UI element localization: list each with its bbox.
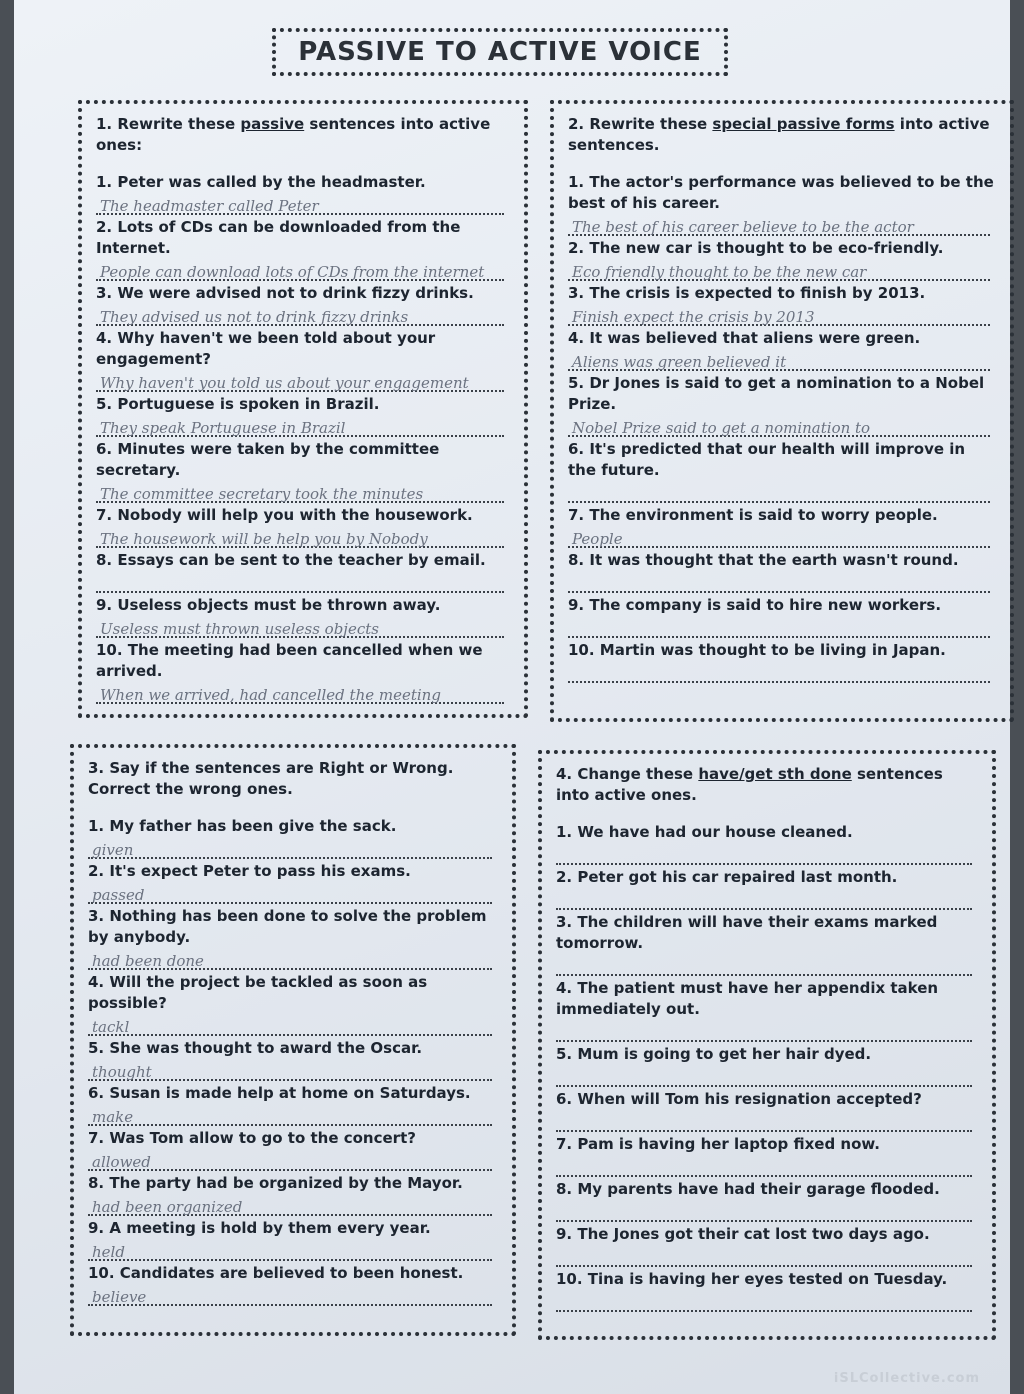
handwritten-answer: Why haven't you told us about your engagement: [100, 374, 469, 392]
answer-line[interactable]: [568, 349, 990, 371]
question-text: 9. A meeting is hold by them every year.: [88, 1219, 431, 1237]
answer-line[interactable]: [88, 1284, 492, 1306]
answer-line[interactable]: [556, 888, 972, 910]
answer-line[interactable]: [568, 259, 990, 281]
answer-line[interactable]: [568, 415, 990, 437]
answer-line[interactable]: [96, 571, 504, 593]
question-text: 5. Dr Jones is said to get a nomination to a Nobel Prize.: [568, 374, 985, 413]
question-text: 8. The party had be organized by the Mayor.: [88, 1174, 463, 1192]
question-item: [556, 1269, 978, 1312]
answer-line[interactable]: [556, 1155, 972, 1177]
answer-line[interactable]: [568, 481, 990, 503]
question-text: 1. We have had our house cleaned.: [556, 823, 853, 841]
question-text: 10. Martin was thought to be living in Japan.: [568, 641, 946, 659]
answer-line[interactable]: [556, 1020, 972, 1042]
question-text: 1. Peter was called by the headmaster.: [96, 173, 426, 191]
answer-line[interactable]: [96, 259, 504, 281]
handwritten-answer: The best of his career believe to be the actor: [572, 218, 914, 236]
handwritten-answer: The housework will be help you by Nobody: [100, 530, 428, 548]
instr-text: sentences into active ones:: [96, 115, 491, 154]
question-text: 2. The new car is thought to be eco-friendly.: [568, 239, 944, 257]
page-title: PASSIVE TO ACTIVE VOICE: [298, 37, 702, 67]
handwritten-answer: allowed: [92, 1153, 151, 1171]
handwritten-answer: tackl: [92, 1018, 130, 1036]
question-text: 3. The crisis is expected to finish by 2013.: [568, 284, 926, 302]
instr-underlined: passive: [240, 115, 305, 133]
question-item: [88, 861, 498, 904]
answer-line[interactable]: [96, 193, 504, 215]
question-text: 7. Pam is having her laptop fixed now.: [556, 1135, 880, 1153]
handwritten-answer: The committee secretary took the minutes: [100, 485, 424, 503]
answer-line[interactable]: [96, 682, 504, 704]
instr-text: sentences into active ones.: [556, 765, 943, 804]
question-text: 9. The Jones got their cat lost two days ago.: [556, 1225, 930, 1243]
question-text: 9. The company is said to hire new workers.: [568, 596, 942, 614]
question-item: [88, 906, 498, 970]
question-item: [88, 1173, 498, 1216]
worksheet-page: [14, 0, 1010, 1394]
section-1-items: [96, 172, 510, 704]
question-item: [568, 505, 996, 548]
handwritten-answer: People: [572, 530, 623, 548]
question-item: [568, 238, 996, 281]
question-item: [556, 1044, 978, 1087]
handwritten-answer: When we arrived, had cancelled the meeting: [100, 686, 441, 704]
question-text: 2. Lots of CDs can be downloaded from the Internet.: [96, 218, 461, 257]
question-item: [568, 283, 996, 326]
answer-line[interactable]: [556, 954, 972, 976]
question-item: [96, 640, 510, 704]
section-4-instructions: [556, 764, 978, 806]
section-2-items: [568, 172, 996, 683]
question-text: 5. Portuguese is spoken in Brazil.: [96, 395, 380, 413]
question-item: [96, 595, 510, 638]
answer-line[interactable]: [568, 526, 990, 548]
question-text: 8. My parents have had their garage flooded.: [556, 1180, 940, 1198]
instr-text: into active sentences.: [568, 115, 990, 154]
answer-line[interactable]: [556, 1110, 972, 1132]
question-item: [568, 373, 996, 437]
question-text: 6. Minutes were taken by the committee secretary.: [96, 440, 440, 479]
answer-line[interactable]: [88, 837, 492, 859]
question-item: [96, 217, 510, 281]
handwritten-answer: Nobel Prize said to get a nomination to: [572, 419, 871, 437]
question-text: 10. Tina is having her eyes tested on Tuesday.: [556, 1270, 948, 1288]
question-item: [568, 439, 996, 503]
answer-line[interactable]: [96, 304, 504, 326]
handwritten-answer: given: [92, 841, 134, 859]
answer-line[interactable]: [88, 948, 492, 970]
answer-line[interactable]: [556, 1200, 972, 1222]
answer-line[interactable]: [88, 882, 492, 904]
instr-underlined: have/get sth done: [698, 765, 852, 783]
question-item: [96, 328, 510, 392]
question-text: 2. Peter got his car repaired last month.: [556, 868, 898, 886]
answer-line[interactable]: [556, 1290, 972, 1312]
answer-line[interactable]: [96, 481, 504, 503]
question-text: 4. The patient must have her appendix taken immediately out.: [556, 979, 939, 1018]
instr-text: 2. Rewrite these: [568, 115, 713, 133]
watermark: iSLCollective.com: [833, 1371, 980, 1386]
question-text: 7. Nobody will help you with the housework.: [96, 506, 473, 524]
question-item: [568, 595, 996, 638]
answer-line[interactable]: [88, 1239, 492, 1261]
handwritten-answer: They advised us not to drink fizzy drinks: [100, 308, 409, 326]
question-text: 7. The environment is said to worry people.: [568, 506, 938, 524]
instr-underlined: special passive forms: [712, 115, 895, 133]
question-item: [88, 1038, 498, 1081]
section-4-box: [538, 750, 996, 1340]
answer-line[interactable]: [88, 1104, 492, 1126]
answer-line[interactable]: [556, 1065, 972, 1087]
answer-line[interactable]: [88, 1014, 492, 1036]
question-text: 8. Essays can be sent to the teacher by email.: [96, 551, 486, 569]
question-text: 2. It's expect Peter to pass his exams.: [88, 862, 411, 880]
handwritten-answer: thought: [92, 1063, 152, 1081]
section-2-instructions: [568, 114, 996, 156]
question-item: [88, 972, 498, 1036]
instr-text: 1. Rewrite these: [96, 115, 241, 133]
question-text: 1. The actor's performance was believed to be the best of his career.: [568, 173, 994, 212]
question-item: [568, 550, 996, 593]
section-3-box: [70, 744, 516, 1336]
section-3-instructions: 3. Say if the sentences are Right or Wrong. Correct the wrong ones.: [88, 759, 454, 798]
answer-line[interactable]: [96, 370, 504, 392]
question-item: [96, 394, 510, 437]
question-text: 10. The meeting had been cancelled when we arrived.: [96, 641, 483, 680]
question-item: [88, 816, 498, 859]
question-item: [96, 172, 510, 215]
question-text: 10. Candidates are believed to been honest.: [88, 1264, 464, 1282]
question-item: [556, 978, 978, 1042]
section-2-box: [550, 100, 1014, 722]
question-text: 6. Susan is made help at home on Saturdays.: [88, 1084, 471, 1102]
question-item: [96, 505, 510, 548]
question-text: 9. Useless objects must be thrown away.: [96, 596, 441, 614]
handwritten-answer: Aliens was green believed it: [572, 353, 787, 371]
question-item: [568, 328, 996, 371]
answer-line[interactable]: [88, 1149, 492, 1171]
answer-line[interactable]: [96, 415, 504, 437]
answer-line[interactable]: [88, 1059, 492, 1081]
question-item: [88, 1218, 498, 1261]
handwritten-answer: Useless must thrown useless objects: [100, 620, 379, 638]
question-item: [556, 912, 978, 976]
answer-line[interactable]: [556, 1245, 972, 1267]
question-text: 6. It's predicted that our health will improve in the future.: [568, 440, 966, 479]
question-item: [96, 550, 510, 593]
question-item: [568, 640, 996, 683]
handwritten-answer: Finish expect the crisis by 2013: [572, 308, 815, 326]
question-item: [88, 1263, 498, 1306]
question-text: 4. Why haven't we been told about your engagement?: [96, 329, 436, 368]
question-item: [96, 439, 510, 503]
handwritten-answer: Eco friendly thought to be the new car: [572, 263, 867, 281]
question-item: [556, 822, 978, 865]
answer-line[interactable]: [88, 1194, 492, 1216]
section-4-items: [556, 822, 978, 1312]
answer-line[interactable]: [96, 616, 504, 638]
handwritten-answer: passed: [92, 886, 145, 904]
title-box: [272, 28, 728, 76]
question-item: [556, 1089, 978, 1132]
section-1-box: [78, 100, 528, 718]
question-text: 3. Nothing has been done to solve the problem by anybody.: [88, 907, 487, 946]
answer-line[interactable]: [568, 616, 990, 638]
handwritten-answer: The headmaster called Peter: [100, 197, 319, 215]
question-text: 1. My father has been give the sack.: [88, 817, 397, 835]
question-item: [556, 1134, 978, 1177]
section-1-instructions: [96, 114, 510, 156]
handwritten-answer: People can download lots of CDs from the internet: [100, 263, 485, 281]
question-item: [556, 1179, 978, 1222]
answer-line[interactable]: [96, 526, 504, 548]
question-item: [556, 867, 978, 910]
answer-line[interactable]: [568, 304, 990, 326]
question-text: 3. The children will have their exams marked tomorrow.: [556, 913, 938, 952]
handwritten-answer: had been done: [92, 952, 204, 970]
question-item: [568, 172, 996, 236]
section-3-items: [88, 816, 498, 1306]
handwritten-answer: make: [92, 1108, 134, 1126]
question-text: 7. Was Tom allow to go to the concert?: [88, 1129, 416, 1147]
handwritten-answer: They speak Portuguese in Brazil: [100, 419, 346, 437]
question-item: [88, 1128, 498, 1171]
answer-line[interactable]: [568, 571, 990, 593]
handwritten-answer: had been organized: [92, 1198, 243, 1216]
answer-line[interactable]: [568, 661, 990, 683]
question-item: [96, 283, 510, 326]
question-text: 4. Will the project be tackled as soon as possible?: [88, 973, 428, 1012]
handwritten-answer: believe: [92, 1288, 147, 1306]
question-item: [88, 1083, 498, 1126]
handwritten-answer: held: [92, 1243, 125, 1261]
question-item: [556, 1224, 978, 1267]
question-text: 6. When will Tom his resignation accepted?: [556, 1090, 922, 1108]
question-text: 4. It was believed that aliens were green.: [568, 329, 921, 347]
question-text: 5. She was thought to award the Oscar.: [88, 1039, 423, 1057]
instr-text: 4. Change these: [556, 765, 699, 783]
answer-line[interactable]: [568, 214, 990, 236]
question-text: 8. It was thought that the earth wasn't round.: [568, 551, 959, 569]
question-text: 3. We were advised not to drink fizzy drinks.: [96, 284, 474, 302]
question-text: 5. Mum is going to get her hair dyed.: [556, 1045, 872, 1063]
answer-line[interactable]: [556, 843, 972, 865]
